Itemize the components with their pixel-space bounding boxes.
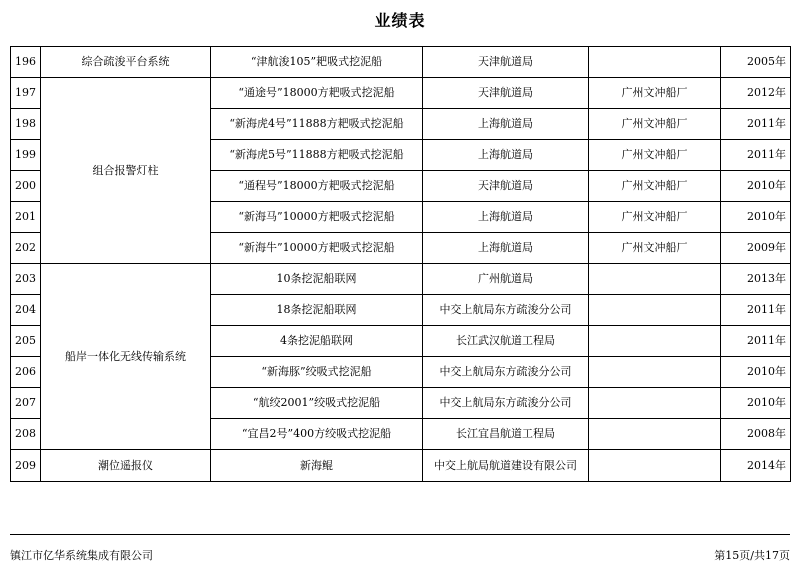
shipyard-name: 广州文冲船厂 <box>589 140 721 171</box>
shipyard-name: 广州文冲船厂 <box>589 109 721 140</box>
owner-name: 广州航道局 <box>423 264 589 295</box>
vessel-name: “新海马”10000方耙吸式挖泥船 <box>211 202 423 233</box>
year-cell: 2005年 <box>721 47 791 78</box>
owner-name: 长江武汉航道工程局 <box>423 326 589 357</box>
row-number: 208 <box>11 419 41 450</box>
page-number: 第15页/共17页 <box>714 549 790 562</box>
vessel-name: “通程号”18000方耙吸式挖泥船 <box>211 171 423 202</box>
vessel-name: 新海鲲 <box>211 450 423 482</box>
shipyard-name: 广州文冲船厂 <box>589 78 721 109</box>
year-cell: 2011年 <box>721 326 791 357</box>
owner-name: 长江宜昌航道工程局 <box>423 419 589 450</box>
row-number: 197 <box>11 78 41 109</box>
shipyard-name <box>589 264 721 295</box>
vessel-name: “新海豚”绞吸式挖泥船 <box>211 357 423 388</box>
row-number: 199 <box>11 140 41 171</box>
year-cell: 2010年 <box>721 171 791 202</box>
owner-name: 中交上航局航道建设有限公司 <box>423 450 589 482</box>
shipyard-name <box>589 388 721 419</box>
row-number: 200 <box>11 171 41 202</box>
table-row <box>11 78 791 109</box>
owner-name: 上海航道局 <box>423 233 589 264</box>
vessel-name: “通途号”18000方耙吸式挖泥船 <box>211 78 423 109</box>
owner-name: 天津航道局 <box>423 171 589 202</box>
system-name: 船岸一体化无线传输系统 <box>41 264 211 450</box>
row-number: 206 <box>11 357 41 388</box>
footer-divider <box>10 534 790 535</box>
shipyard-name <box>589 326 721 357</box>
row-number: 203 <box>11 264 41 295</box>
row-number: 198 <box>11 109 41 140</box>
year-cell: 2010年 <box>721 357 791 388</box>
owner-name: 天津航道局 <box>423 78 589 109</box>
vessel-name: “新海虎5号”11888方耙吸式挖泥船 <box>211 140 423 171</box>
page-title: 业绩表 <box>374 11 426 30</box>
vessel-name: 18条挖泥船联网 <box>211 295 423 326</box>
year-cell: 2014年 <box>721 450 791 482</box>
year-cell: 2011年 <box>721 109 791 140</box>
vessel-name: 4条挖泥船联网 <box>211 326 423 357</box>
table-row <box>11 450 791 482</box>
shipyard-name <box>589 450 721 482</box>
year-cell: 2008年 <box>721 419 791 450</box>
row-number: 209 <box>11 450 41 482</box>
system-name: 组合报警灯柱 <box>41 78 211 264</box>
vessel-name: “宜昌2号”400方绞吸式挖泥船 <box>211 419 423 450</box>
year-cell: 2010年 <box>721 388 791 419</box>
shipyard-name: 广州文冲船厂 <box>589 202 721 233</box>
shipyard-name: 广州文冲船厂 <box>589 233 721 264</box>
year-cell: 2012年 <box>721 78 791 109</box>
company-name: 镇江市亿华系统集成有限公司 <box>10 549 153 562</box>
year-cell: 2013年 <box>721 264 791 295</box>
vessel-name: 10条挖泥船联网 <box>211 264 423 295</box>
system-name: 潮位遥报仪 <box>41 450 211 482</box>
owner-name: 上海航道局 <box>423 140 589 171</box>
owner-name: 中交上航局东方疏浚分公司 <box>423 357 589 388</box>
vessel-name: “津航浚105”耙吸式挖泥船 <box>211 47 423 78</box>
table-row <box>11 47 791 78</box>
row-number: 205 <box>11 326 41 357</box>
shipyard-name <box>589 295 721 326</box>
performance-table <box>10 46 791 482</box>
owner-name: 上海航道局 <box>423 109 589 140</box>
year-cell: 2011年 <box>721 295 791 326</box>
row-number: 201 <box>11 202 41 233</box>
row-number: 204 <box>11 295 41 326</box>
owner-name: 天津航道局 <box>423 47 589 78</box>
year-cell: 2009年 <box>721 233 791 264</box>
vessel-name: “新海虎4号”11888方耙吸式挖泥船 <box>211 109 423 140</box>
table-row <box>11 264 791 295</box>
shipyard-name <box>589 357 721 388</box>
vessel-name: “航绞2001”绞吸式挖泥船 <box>211 388 423 419</box>
owner-name: 上海航道局 <box>423 202 589 233</box>
owner-name: 中交上航局东方疏浚分公司 <box>423 295 589 326</box>
year-cell: 2011年 <box>721 140 791 171</box>
owner-name: 中交上航局东方疏浚分公司 <box>423 388 589 419</box>
vessel-name: “新海牛”10000方耙吸式挖泥船 <box>211 233 423 264</box>
system-name: 综合疏浚平台系统 <box>41 47 211 78</box>
row-number: 207 <box>11 388 41 419</box>
shipyard-name <box>589 419 721 450</box>
shipyard-name <box>589 47 721 78</box>
year-cell: 2010年 <box>721 202 791 233</box>
row-number: 196 <box>11 47 41 78</box>
row-number: 202 <box>11 233 41 264</box>
shipyard-name: 广州文冲船厂 <box>589 171 721 202</box>
